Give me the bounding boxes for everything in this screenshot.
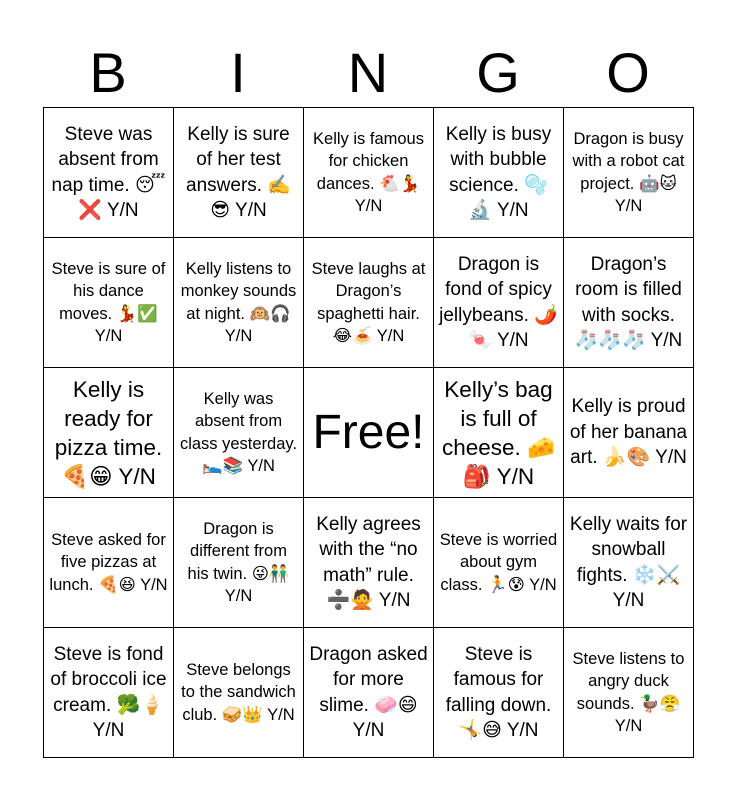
bingo-cell-r2c3[interactable] [304, 238, 434, 368]
bingo-cell-r3c5[interactable] [564, 368, 694, 498]
cell-text: Steve is fond of broccoli ice cream. 🥦🍦 Y/N [50, 643, 167, 741]
cell-text: Dragon is fond of spicy jellybeans. 🌶️🍬 Y/N [439, 253, 558, 351]
cell-text: Kelly listens to monkey sounds at night. 🙉🎧 Y/N [180, 259, 297, 345]
cell-text: Kelly is sure of her test answers. ✍️😎 Y/N [186, 123, 291, 221]
header-letter-i: I [230, 41, 246, 104]
bingo-cell-r5c4[interactable] [434, 628, 564, 758]
bingo-cell-r3c1[interactable] [44, 368, 174, 498]
header-letter-g: G [476, 41, 520, 104]
bingo-header [43, 38, 693, 108]
bingo-cell-r1c3[interactable] [304, 108, 434, 238]
bingo-cell-r3c4[interactable] [434, 368, 564, 498]
cell-text: Steve listens to angry duck sounds. 🦆😤 Y/N [572, 649, 685, 735]
free-space-label: Free! [312, 405, 425, 459]
bingo-cell-r5c2[interactable] [174, 628, 304, 758]
cell-text: Kelly’s bag is full of cheese. 🧀🎒 Y/N [441, 376, 556, 489]
bingo-cell-r2c5[interactable] [564, 238, 694, 368]
cell-text: Kelly is ready for pizza time. 🍕😁 Y/N [54, 376, 163, 489]
cell-text: Steve laughs at Dragon’s spaghetti hair. 😂🍝 Y/N [311, 259, 426, 345]
cell-text: Kelly was absent from class yesterday. 🛌📚 Y/N [179, 389, 298, 475]
cell-text: Dragon is busy with a robot cat project. 🤖🐱 Y/N [572, 129, 685, 215]
cell-text: Kelly is famous for chicken dances. 🐔💃 Y/N [313, 129, 424, 215]
bingo-cell-r2c2[interactable] [174, 238, 304, 368]
cell-text: Kelly agrees with the “no math” rule. ➗🙅 Y/N [316, 513, 421, 611]
cell-text: Steve is sure of his dance moves. 💃✅ Y/N [51, 259, 166, 345]
bingo-cell-r1c1[interactable] [44, 108, 174, 238]
bingo-cell-r4c5[interactable] [564, 498, 694, 628]
header-letter-n: N [347, 41, 389, 104]
bingo-cell-r1c4[interactable] [434, 108, 564, 238]
bingo-cell-r5c1[interactable] [44, 628, 174, 758]
bingo-cell-r4c2[interactable] [174, 498, 304, 628]
cell-text: Kelly is busy with bubble science. 🫧🔬 Y/N [445, 123, 552, 221]
cell-text: Steve is worried about gym class. 🏃😰 Y/N [439, 530, 558, 594]
bingo-cell-free[interactable] [304, 368, 434, 498]
header-letter-b: B [89, 41, 127, 104]
header-letter-o: O [606, 41, 650, 104]
bingo-cell-r4c3[interactable] [304, 498, 434, 628]
bingo-cell-r3c2[interactable] [174, 368, 304, 498]
bingo-board [43, 107, 694, 758]
bingo-cell-r4c4[interactable] [434, 498, 564, 628]
bingo-cell-r2c4[interactable] [434, 238, 564, 368]
bingo-cell-r5c3[interactable] [304, 628, 434, 758]
cell-text: Steve asked for five pizzas at lunch. 🍕😆 Y/N [49, 530, 168, 594]
bingo-cell-r5c5[interactable] [564, 628, 694, 758]
cell-text: Dragon’s room is filled with socks. 🧦🧦🧦 Y/N [574, 253, 683, 351]
bingo-cell-r2c1[interactable] [44, 238, 174, 368]
cell-text: Kelly is proud of her banana art. 🍌🎨 Y/N [569, 396, 688, 469]
cell-text: Kelly waits for snowball fights. ❄️⚔️ Y/N [569, 513, 688, 611]
bingo-cell-r1c2[interactable] [174, 108, 304, 238]
cell-text: Steve belongs to the sandwich club. 🥪👑 Y/N [181, 660, 296, 724]
bingo-cell-r1c5[interactable] [564, 108, 694, 238]
cell-text: Steve was absent from nap time. 😴❌ Y/N [51, 123, 166, 221]
cell-text: Steve is famous for falling down. 🤸😅 Y/N [445, 643, 552, 741]
cell-text: Dragon asked for more slime. 🧼😄 Y/N [309, 643, 428, 741]
cell-text: Dragon is different from his twin. 😜👬 Y/N [187, 519, 290, 605]
bingo-cell-r4c1[interactable] [44, 498, 174, 628]
